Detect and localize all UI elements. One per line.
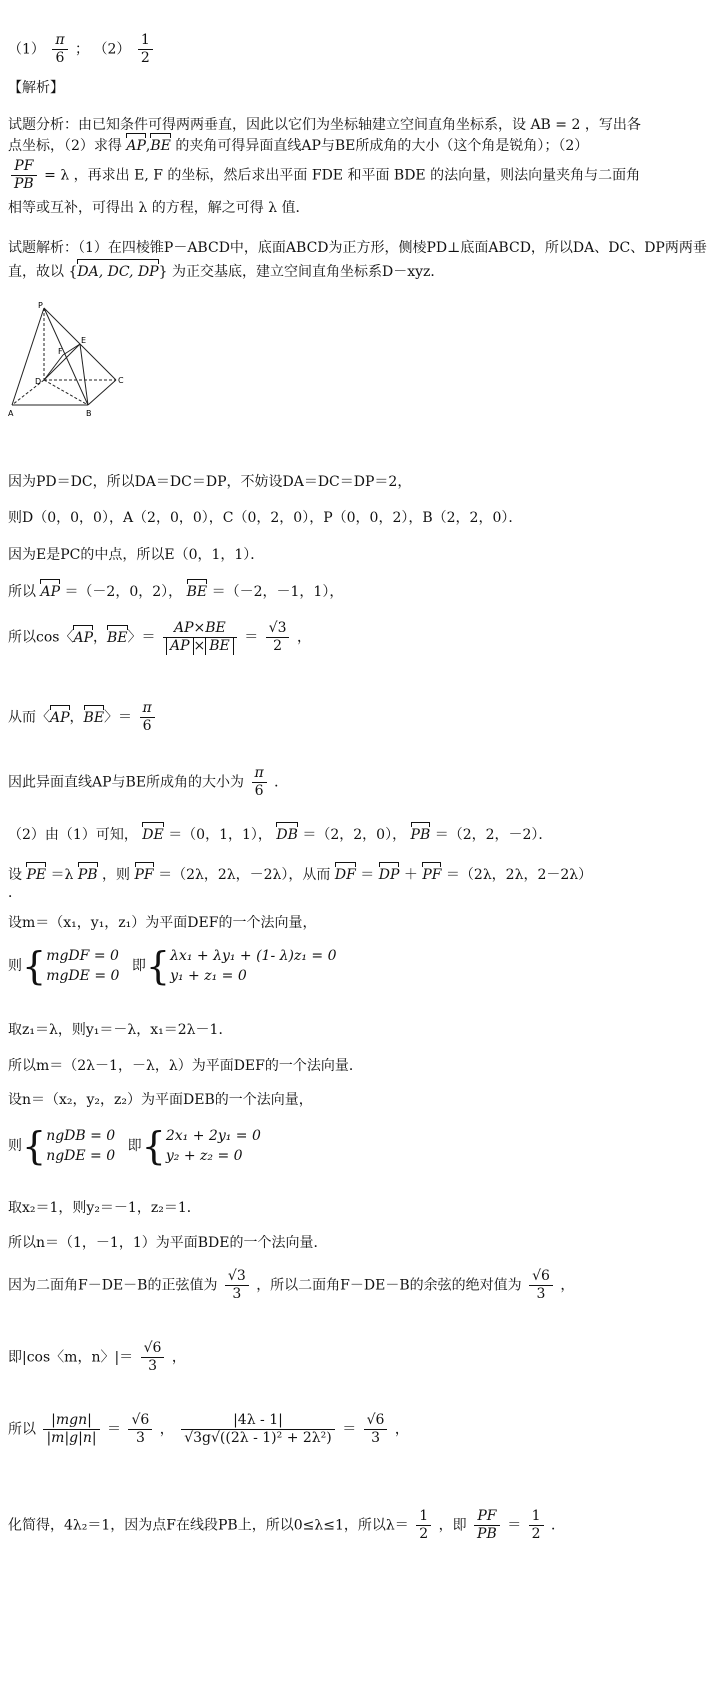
two: 2 (419, 1526, 429, 1542)
vector-de: DE (142, 827, 164, 843)
step-11-then: 则 (8, 958, 22, 974)
analysis-line-1: 试题分析：由已知条件可得两两垂直，因此以它们为坐标轴建立空间直角坐标系，设 AB = 2 ，写出各 (8, 117, 641, 133)
times-sign: × (193, 638, 206, 654)
step-5-equals: 〉＝ (127, 629, 156, 646)
sqrt3: √3 (225, 1268, 249, 1286)
step-20-equals: ＝ (107, 1421, 122, 1438)
step-18-end: ， (560, 1277, 575, 1294)
six: 6 (254, 783, 264, 799)
vector-ap: AP (126, 138, 146, 154)
m-equation-2: y₁ + z₁ = 0 (170, 968, 247, 984)
n-equation-2: y₂ + z₂ = 0 (165, 1148, 243, 1164)
step-4-be-value: ＝（－2，－1，1）， (211, 584, 344, 600)
mn-magnitudes: |m|g|n| (46, 1430, 97, 1446)
solution-line-2-text-a: 直，故以 (8, 264, 64, 280)
m-equation-system (170, 946, 336, 986)
vector-be: BE (107, 629, 128, 646)
answer-2-fraction (138, 32, 153, 67)
vector-pb: PB (77, 867, 98, 883)
three: 3 (148, 1358, 158, 1374)
step-11-ie: 即 (131, 958, 146, 974)
vector-pe: PE (26, 867, 47, 883)
pb-value: ＝（2，2，－2）． (434, 827, 553, 843)
step-4-ap-value: ＝（－2，0，2）， (64, 584, 183, 600)
step-4-prefix: 所以 (8, 584, 36, 600)
answer-2-numerator: 1 (138, 32, 153, 50)
step-20-end: ， (394, 1421, 409, 1438)
vector-db: DB (276, 827, 298, 843)
step-17: 所以n＝（1，－1，1）为平面BDE的一个法向量． (8, 1235, 328, 1251)
step-5-comma: ， (93, 629, 107, 646)
step-21-text-a: 化简得，4λ₂＝1，因为点F在线段PB上，所以0≤λ≤1，所以λ＝ (8, 1517, 409, 1534)
step-19-end: ， (171, 1349, 186, 1366)
left-brace: { (141, 1124, 166, 1168)
vector-be: BE (150, 138, 171, 154)
sqrt6: √6 (364, 1412, 388, 1430)
step-5-equals-2: ＝ (244, 629, 259, 646)
sqrt6-over-3 (364, 1412, 388, 1447)
vector-ap: AP (50, 709, 70, 726)
step-9 (8, 865, 622, 885)
step-4 (8, 582, 622, 602)
step-15-then: 则 (8, 1138, 22, 1154)
pf-numerator: PF (474, 1508, 500, 1526)
step-20 (8, 1412, 622, 1447)
two: 2 (531, 1526, 541, 1542)
answer-1-fraction (52, 32, 67, 67)
vector-pb: PB (410, 827, 431, 843)
be-magnitude: BE (205, 638, 234, 655)
step-9-prefix: 设 (8, 867, 22, 883)
step-11 (8, 946, 622, 996)
label-p: P (38, 301, 43, 310)
vector-ap: AP (40, 584, 60, 600)
step-8 (8, 825, 622, 845)
answer-part2-label: （2） (93, 41, 131, 58)
edge-fe (63, 344, 80, 355)
step-19 (8, 1340, 622, 1375)
step-10: 设m＝（x₁，y₁，z₁）为平面DEF的一个法向量， (8, 915, 317, 931)
answer-2-denominator: 2 (140, 50, 150, 66)
three: 3 (536, 1286, 546, 1302)
step-20-comma: ， (159, 1421, 174, 1438)
mn-dot: |mgn| (43, 1412, 99, 1430)
step-20-prefix: 所以 (8, 1421, 36, 1438)
step-15-ie: 即 (127, 1138, 142, 1154)
pf-numerator: PF (11, 158, 37, 176)
db-value: ＝（2，2，0）， (302, 827, 407, 843)
m-dot-de: mgDE = 0 (46, 968, 120, 984)
vector-ap: AP (73, 629, 93, 646)
de-value: ＝（0，1，1）， (168, 827, 272, 843)
edge-bc (88, 380, 116, 405)
step-18 (8, 1268, 622, 1303)
pi-over-6 (252, 765, 267, 800)
solution-line-2-text-b: 为正交基底，建立空间直角坐标系D－xyz． (171, 264, 445, 280)
answer-separator: ； (75, 41, 90, 58)
vector-be: BE (83, 709, 105, 726)
step-9-period: ． (8, 885, 22, 901)
step-21 (8, 1508, 622, 1543)
step-18-text-b: ，所以二面角F－DE－B的余弦的绝对值为 (256, 1277, 522, 1294)
step-1: 因为PD＝DC，所以DA＝DC＝DP，不妨设DA＝DC＝DP＝2， (8, 474, 412, 490)
step-7-end: ． (274, 774, 289, 791)
one-half (416, 1508, 431, 1543)
solution-line-2 (8, 262, 622, 282)
vector-pf: PF (422, 867, 442, 883)
sqrt6-over-3 (529, 1268, 553, 1303)
step-9-eq-lambda: ＝λ (50, 867, 74, 883)
six: 6 (142, 718, 152, 734)
step-21-equals: ＝ (507, 1517, 522, 1534)
n-dot-system (46, 1126, 115, 1166)
step-9-plus: ＋ (403, 867, 418, 883)
two: 2 (273, 638, 283, 654)
df-value: ＝（2λ，2λ，2－2λ） (445, 867, 593, 883)
m-dot-df: mgDF = 0 (46, 948, 119, 964)
pf-over-pb-fraction (474, 1508, 500, 1543)
step-16: 取x₂＝1，则y₂＝－1，z₂＝1． (8, 1200, 201, 1216)
pf-over-pb-fraction (11, 158, 37, 193)
step-7 (8, 765, 622, 800)
step-6 (8, 700, 622, 735)
lambda-ratio (181, 1412, 335, 1447)
step-9-then: ，则 (102, 867, 131, 883)
step-5 (8, 620, 622, 655)
solution-line-1: 试题解析：（1）在四棱锥P－ABCD中，底面ABCD为正方形，侧棱PD⊥底面ABCD，所以DA、DC、DP两两垂 (8, 240, 707, 256)
step-6-comma: ， (69, 709, 84, 726)
sqrt6: √6 (128, 1412, 152, 1430)
step-21-end: ． (551, 1517, 566, 1534)
n-equation-system (166, 1126, 261, 1166)
sqrt3-over-3 (225, 1268, 249, 1303)
step-5-prefix: 所以cos〈 (8, 629, 74, 646)
analysis-line-4: 相等或互补，可得出 λ 的方程，解之可得 λ 值． (8, 200, 310, 216)
step-19-text: 即|cos〈m，n〉|＝ (8, 1349, 134, 1366)
step-6-prefix: 从而〈 (8, 709, 50, 726)
analysis-line-2 (8, 136, 622, 156)
vector-be: BE (186, 584, 208, 600)
answer-part1-label: （1） (8, 41, 45, 58)
pb-denominator: PB (14, 176, 34, 192)
pb-denominator: PB (477, 1526, 497, 1542)
step-21-text-b: ，即 (438, 1517, 467, 1534)
edge-pa (12, 308, 44, 405)
edge-df (44, 355, 63, 380)
vector-separator: , (145, 138, 151, 154)
sqrt3-over-2 (266, 620, 290, 655)
mn-ratio (43, 1412, 99, 1447)
three: 3 (232, 1286, 242, 1302)
vector-pf: PF (134, 867, 154, 883)
n-equation-1: 2x₁ + 2y₁ = 0 (165, 1128, 261, 1144)
sqrt6-over-3 (141, 1340, 165, 1375)
label-f: F (58, 347, 63, 356)
analysis-line-2-text-a: 点坐标，（2）求得 (8, 138, 122, 154)
label-b: B (86, 409, 92, 418)
analysis-line-3 (8, 158, 641, 193)
lambda-denominator: √3g√((2λ - 1)² + 2λ²) (184, 1430, 332, 1446)
label-d: D (35, 377, 42, 386)
step-18-text-a: 因为二面角F－DE－B的正弦值为 (8, 1277, 218, 1294)
answer-line (8, 32, 622, 67)
step-15 (8, 1126, 622, 1176)
answer-1-numerator: π (52, 32, 67, 50)
vector-dp: DP (378, 867, 400, 883)
vector-df: DF (334, 867, 356, 883)
step-8-prefix: （2）由（1）可知， (8, 827, 138, 843)
edge-db (44, 380, 88, 405)
analysis-line-3-text: = λ ，再求出 E, F 的坐标，然后求出平面 FDE 和平面 BDE 的法向量，则法向量夹角与二面角 (44, 167, 641, 184)
step-9-eq: ＝ (360, 867, 375, 883)
cos-numerator: AP×BE (163, 620, 237, 638)
one: 1 (529, 1508, 544, 1526)
analysis-heading: 【解析】 (8, 80, 64, 96)
label-a: A (8, 409, 14, 418)
left-brace: { (145, 944, 171, 988)
pi: π (140, 700, 155, 718)
pf-value: ＝（2λ，2λ，－2λ），从而 (158, 867, 331, 883)
step-12: 取z₁＝λ，则y₁＝－λ，x₁＝2λ－1． (8, 1022, 233, 1038)
label-e: E (81, 336, 87, 345)
one-half (529, 1508, 544, 1543)
basis-set: {DA, DC, DP} (68, 264, 168, 280)
ap-magnitude: AP (166, 638, 194, 655)
three: 3 (371, 1430, 381, 1446)
left-brace: { (22, 944, 47, 988)
cos-denominator (163, 638, 237, 655)
step-13: 所以m＝（2λ－1，－λ，λ）为平面DEF的一个法向量． (8, 1058, 363, 1074)
sqrt6: √6 (141, 1340, 165, 1358)
cos-fraction (163, 620, 237, 655)
step-3: 因为E是PC的中点，所以E（0，1，1）． (8, 547, 265, 563)
one: 1 (416, 1508, 431, 1526)
abs-4lambda-minus-1: |4λ - 1| (181, 1412, 335, 1430)
answer-1-denominator: 6 (55, 50, 65, 66)
n-dot-db: ngDB = 0 (46, 1128, 116, 1144)
left-brace: { (22, 1124, 47, 1168)
basis-vectors: DA, DC, DP (77, 264, 159, 280)
step-2: 则D（0，0，0），A（2，0，0），C（0，2，0），P（0，0，2），B（2，2，0）． (8, 510, 523, 526)
three: 3 (135, 1430, 145, 1446)
analysis-line-2-text-b: 的夹角可得异面直线AP与BE所成角的大小（这个角是锐角）；（2） (175, 138, 589, 154)
sqrt3: √3 (266, 620, 290, 638)
sqrt6: √6 (529, 1268, 553, 1286)
step-14: 设n＝（x₂，y₂，z₂）为平面DEB的一个法向量， (8, 1092, 313, 1108)
pyramid-figure (8, 300, 148, 425)
step-7-text: 因此异面直线AP与BE所成角的大小为 (8, 774, 245, 791)
step-6-equals: 〉＝ (104, 709, 133, 726)
m-equation-1: λx₁ + λy₁ + (1- λ)z₁ = 0 (170, 948, 337, 964)
n-dot-de: ngDE = 0 (46, 1148, 116, 1164)
pi: π (252, 765, 267, 783)
step-20-equals-2: ＝ (342, 1421, 357, 1438)
step-5-end: ， (296, 629, 311, 646)
pi-over-6 (140, 700, 155, 735)
sqrt6-over-3 (128, 1412, 152, 1447)
label-c: C (118, 376, 124, 385)
m-dot-system (46, 946, 119, 986)
